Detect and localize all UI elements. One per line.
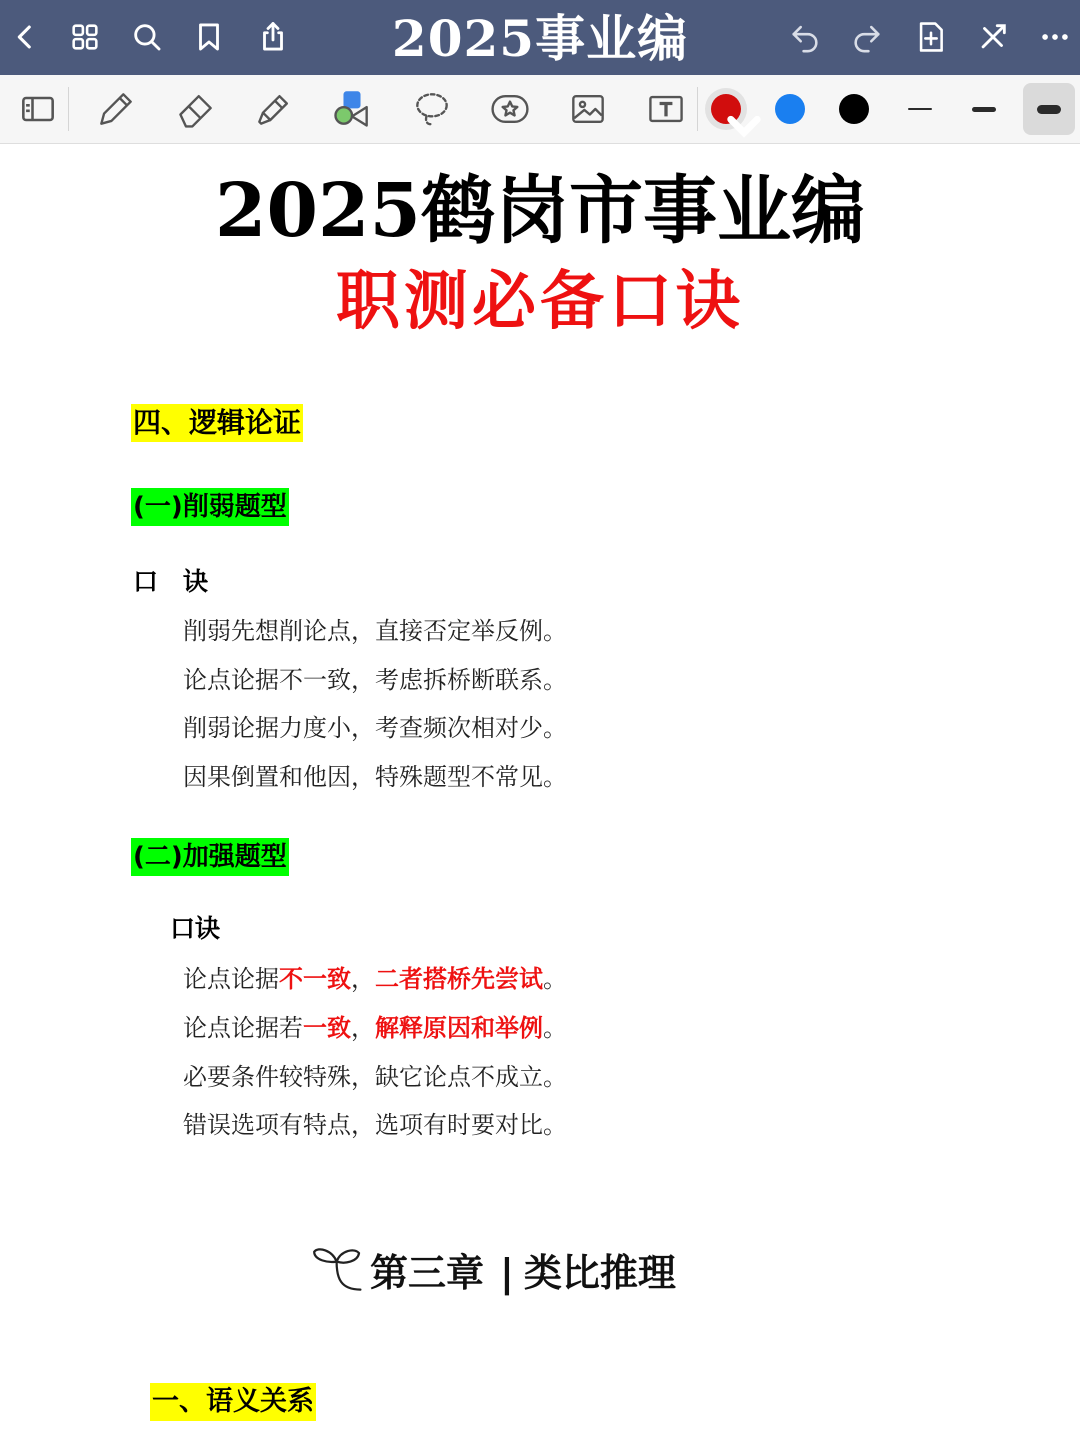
drawing-toolbar (0, 75, 1080, 144)
sprout-icon (310, 1242, 366, 1298)
chapter-name: 类比推理 (523, 1251, 676, 1295)
color-swatch-black[interactable] (826, 81, 882, 137)
verse-emphasis: 一致 (303, 1013, 351, 1042)
page-view-icon[interactable] (10, 81, 66, 137)
mnemonic-label: 口诀 (170, 914, 221, 943)
subsection-heading-weaken: (一)削弱题型 (131, 488, 289, 526)
image-icon[interactable] (560, 81, 616, 137)
top-navigation-bar (0, 0, 1080, 75)
chapter-separator: | (500, 1251, 514, 1295)
verse-text: 。 (543, 965, 567, 993)
verse-text: 。 (543, 1014, 567, 1042)
blue-color-dot (775, 94, 805, 124)
add-page-icon[interactable] (906, 12, 956, 62)
page-title: 2025鹤岗市事业编 (215, 168, 865, 254)
mnemonic-line: 错误选项有特点，选项有时要对比。 (183, 1111, 567, 1139)
red-color-dot (711, 94, 741, 124)
chevron-down-icon (722, 104, 766, 148)
verse-text: ， (351, 965, 375, 993)
document-title: 2025事业编 (391, 9, 689, 68)
color-swatch-red[interactable] (698, 81, 754, 137)
text-box-icon[interactable] (638, 81, 694, 137)
thin-stroke-sample (908, 108, 932, 110)
selected-color-ring (705, 88, 747, 130)
stroke-thin[interactable] (892, 81, 948, 137)
sticker-icon[interactable] (482, 81, 538, 137)
toolbar-divider (68, 87, 69, 131)
subsection-heading-strengthen: (二)加强题型 (131, 838, 289, 876)
section-heading-semantic-relations: 一、语义关系 (150, 1383, 316, 1421)
verse-text: 论点论据若 (183, 1014, 303, 1042)
verse-emphasis: 二者搭桥先尝试 (375, 964, 543, 993)
mnemonic-line: 削弱论据力度小，考查频次相对少。 (183, 714, 567, 742)
verse-text: ， (351, 1014, 375, 1042)
verse-text: 论点论据 (183, 965, 279, 993)
lasso-icon[interactable] (404, 81, 460, 137)
mnemonic-label: 口 诀 (133, 567, 209, 596)
color-swatch-blue[interactable] (762, 81, 818, 137)
mnemonic-line: 因果倒置和他因，特殊题型不常见。 (183, 763, 567, 791)
mnemonic-line: 论点论据不一致，考虑拆桥断联系。 (183, 666, 567, 694)
chapter-number: 第三章 (370, 1251, 485, 1295)
mnemonic-line: 削弱先想削论点，直接否定举反例。 (183, 617, 567, 645)
pen-icon[interactable] (88, 81, 144, 137)
page-subtitle: 职测必备口诀 (336, 264, 744, 339)
eraser-icon[interactable] (168, 81, 224, 137)
section-heading-logic-argument: 四、逻辑论证 (131, 404, 303, 442)
undo-icon[interactable] (780, 12, 830, 62)
stroke-medium[interactable] (956, 81, 1012, 137)
mnemonic-line: 必要条件较特殊，缺它论点不成立。 (183, 1063, 567, 1091)
thick-stroke-sample (1037, 105, 1061, 114)
stroke-thick[interactable] (1023, 83, 1075, 135)
black-color-dot (839, 94, 869, 124)
mnemonic-line (183, 1011, 567, 1045)
medium-stroke-sample (972, 107, 996, 112)
mnemonic-line (183, 962, 567, 996)
close-icon[interactable] (968, 12, 1018, 62)
more-icon[interactable] (1030, 12, 1080, 62)
verse-emphasis: 不一致 (279, 964, 351, 993)
shapes-icon[interactable] (324, 81, 380, 137)
verse-emphasis: 解释原因和举例 (375, 1013, 543, 1042)
chapter-header (310, 1228, 676, 1298)
redo-icon[interactable] (842, 12, 892, 62)
highlighter-icon[interactable] (246, 81, 302, 137)
